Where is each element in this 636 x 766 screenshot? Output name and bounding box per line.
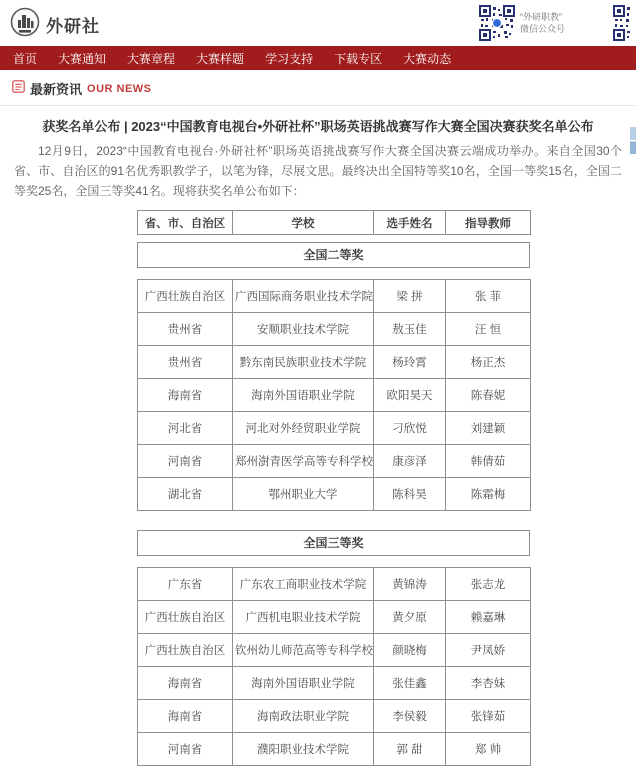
qr-area [479,5,636,41]
teacher-cell: 刘建颖 [446,412,531,445]
news-title: 最新资讯 [30,82,83,97]
teacher-cell: 杨正杰 [446,346,531,379]
contestant-cell: 黄锦涛 [374,568,446,601]
teacher-cell: 张志龙 [446,568,531,601]
teacher-cell: 陈春妮 [446,379,531,412]
contestant-cell: 张佳鑫 [374,667,446,700]
teacher-cell: 张 菲 [446,280,531,313]
site-logo[interactable] [10,7,100,42]
prize-section-banner: 全国三等奖 [137,530,530,556]
table-row [138,700,531,733]
contestant-cell: 欧阳昊天 [374,379,446,412]
qr-caption [520,11,565,35]
province-cell: 海南省 [138,667,233,700]
table-row [138,601,531,634]
school-cell: 郑州澍青医学高等专科学校 [233,445,374,478]
table-row [138,280,531,313]
province-cell: 河南省 [138,733,233,766]
table-row [138,313,531,346]
school-cell: 安顺职业技术学院 [233,313,374,346]
school-cell: 广东农工商职业技术学院 [233,568,374,601]
school-cell: 河北对外经贸职业学院 [233,412,374,445]
school-cell: 广西机电职业技术学院 [233,601,374,634]
prize-section-banner: 全国二等奖 [137,242,530,268]
article-paragraph: 12月9日，2023“中国教育电视台·外研社杯”职场英语挑战赛写作大赛全国决赛云端成功举办。来自全国30个省、市、自治区的91名优秀职教学子，以笔为锋，尽展文思。最终决出全国特等奖10名，全国一等奖15名，全国二等奖25名，全国三等奖41名。现将获奖名单公布如下： [14,144,622,198]
contestant-cell: 黄夕原 [374,601,446,634]
table-row [138,568,531,601]
wechat-qr-code-icon [479,5,515,41]
contestant-cell: 康彦泽 [374,445,446,478]
teacher-cell: 赖嘉琳 [446,601,531,634]
table-row [138,667,531,700]
nav-item[interactable]: 大赛通知 [58,51,107,66]
contestant-cell: 李侯毅 [374,700,446,733]
nav-item[interactable]: 大赛章程 [127,51,176,66]
news-subtitle: OUR NEWS [87,82,152,95]
school-cell: 黔东南民族职业技术学院 [233,346,374,379]
column-header: 指导教师 [446,211,531,235]
teacher-cell: 尹凤娇 [446,634,531,667]
table-row [138,412,531,445]
awards-header-table [137,210,531,235]
province-cell: 海南省 [138,379,233,412]
nav-item[interactable]: 下载专区 [334,51,383,66]
contestant-cell: 梁 拼 [374,280,446,313]
province-cell: 河南省 [138,445,233,478]
contestant-cell: 敖玉佳 [374,313,446,346]
nav-item[interactable]: 大赛样题 [196,51,245,66]
prize-rows-table [137,279,531,511]
table-row [138,346,531,379]
award-tables [137,210,530,766]
table-row [138,379,531,412]
table-row [138,478,531,511]
article-title: 获奖名单公布 | 2023“中国教育电视台•外研社杯”职场英语挑战赛写作大赛全国决赛获奖名单公布 [42,119,594,134]
province-cell: 广西壮族自治区 [138,634,233,667]
news-icon [12,80,25,98]
school-cell: 钦州幼儿师范高等专科学校 [233,634,374,667]
province-cell: 河北省 [138,412,233,445]
school-cell: 海南外国语职业学院 [233,379,374,412]
teacher-cell: 郑 帅 [446,733,531,766]
column-header: 省、市、自治区 [138,211,233,235]
province-cell: 广西壮族自治区 [138,601,233,634]
nav-item[interactable]: 学习支持 [265,51,314,66]
contestant-cell: 颜晓梅 [374,634,446,667]
school-cell: 鄂州职业大学 [233,478,374,511]
prize-rows-table [137,567,531,766]
school-cell: 广西国际商务职业技术学院 [233,280,374,313]
contestant-cell: 陈科昊 [374,478,446,511]
second-qr-code-icon [613,5,636,41]
table-row [138,733,531,766]
school-cell: 海南外国语职业学院 [233,667,374,700]
teacher-cell: 陈霜梅 [446,478,531,511]
qr-caption-line2: 微信公众号 [519,24,565,34]
qr-caption-line1: “外研职教” [519,12,562,22]
edge-artifact [630,127,636,154]
contestant-cell: 郭 甜 [374,733,446,766]
site-header [0,0,636,46]
contestant-cell: 杨玲霄 [374,346,446,379]
province-cell: 贵州省 [138,313,233,346]
main-nav [0,46,636,70]
table-row [138,634,531,667]
province-cell: 海南省 [138,700,233,733]
table-row [138,445,531,478]
province-cell: 广西壮族自治区 [138,280,233,313]
teacher-cell: 张锋茹 [446,700,531,733]
province-cell: 湖北省 [138,478,233,511]
column-header: 学校 [233,211,374,235]
nav-item[interactable]: 首页 [13,51,38,66]
contestant-cell: 刁欣悦 [374,412,446,445]
table-header-row [138,211,531,235]
logo-wordmark: 外研社 [46,17,100,36]
nav-item[interactable]: 大赛动态 [403,51,452,66]
table-sections [137,242,530,766]
news-section-bar [0,76,636,106]
teacher-cell: 李杏妹 [446,667,531,700]
province-cell: 贵州省 [138,346,233,379]
column-header: 选手姓名 [374,211,446,235]
teacher-cell: 汪 恒 [446,313,531,346]
school-cell: 濮阳职业技术学院 [233,733,374,766]
fltrp-seal-icon [10,7,40,42]
province-cell: 广东省 [138,568,233,601]
teacher-cell: 韩倩茹 [446,445,531,478]
school-cell: 海南政法职业学院 [233,700,374,733]
